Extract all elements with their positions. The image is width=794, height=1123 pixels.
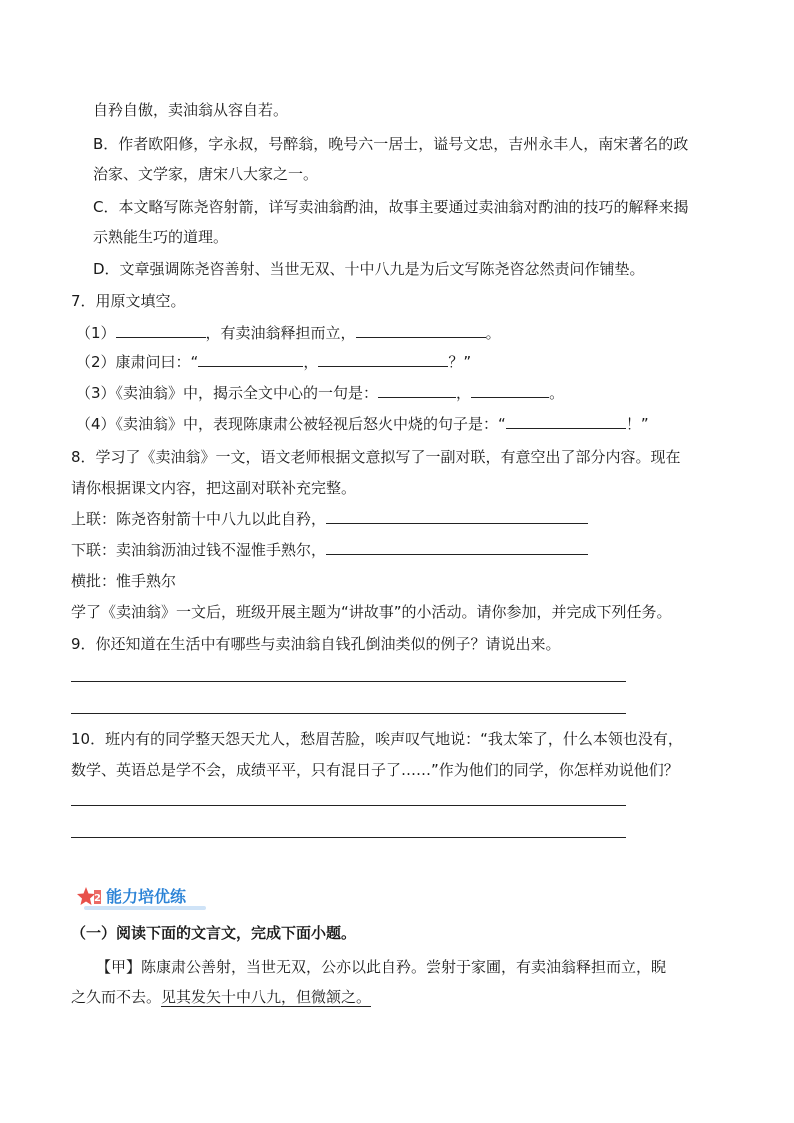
q8-line2: 请你根据课文内容，把这副对联补充完整。 — [71, 479, 357, 497]
q7-item-3-text: （3）《卖油翁》中，揭示全文中心的一句是： — [76, 384, 379, 402]
q6-option-a-continuation: 自矜自傲，卖油翁从容自若。 — [93, 101, 289, 119]
part1-heading: （一）阅读下面的文言文，完成下面小题。 — [71, 924, 357, 942]
q10-line2: 数学、英语总是学不会，成绩平平，只有混日子了……”作为他们的同学，你怎样劝说他们？ — [71, 761, 679, 779]
q7-item-1-blank-b[interactable] — [356, 322, 486, 338]
activity-intro: 学了《卖油翁》一文后，班级开展主题为“讲故事”的小活动。请你参加，并完成下列任务。 — [71, 603, 672, 621]
q7-item-1-number: （1） — [76, 324, 116, 342]
q7-item-2 — [76, 351, 471, 373]
q7-item-1-end: 。 — [485, 324, 501, 342]
q7-item-1-text: ，有卖油翁释担而立， — [205, 324, 356, 342]
jia-label: 【甲】 — [96, 958, 142, 976]
q7-item-4 — [76, 413, 649, 435]
q7-item-2-text: （2）康肃问曰：“ — [76, 353, 199, 371]
q10-answer-line-2[interactable] — [71, 837, 626, 838]
q7-item-4-end: ！” — [625, 415, 649, 433]
jia-line1 — [96, 956, 666, 978]
q8-line1: 8．学习了《卖油翁》一文，语文老师根据文意拟写了一副对联，有意空出了部分内容。现在 — [71, 448, 681, 466]
section-title: 能力培优练 — [106, 887, 187, 906]
star-icon — [76, 886, 102, 908]
q7-item-4-blank[interactable] — [506, 413, 626, 429]
jia-line2 — [71, 986, 371, 1008]
jia-text-line1: 陈康肃公善射，当世无双，公亦以此自矜。尝射于家圃，有卖油翁释担而立，睨 — [141, 958, 667, 976]
couplet-lower-blank[interactable] — [326, 539, 588, 555]
q7-item-1-blank-a[interactable] — [116, 322, 206, 338]
svg-text:2: 2 — [94, 893, 101, 904]
couplet-lower — [71, 539, 588, 561]
q6-option-b-line2: 治家、文学家，唐宋八大家之一。 — [93, 165, 319, 183]
q6-option-b-line1: B．作者欧阳修，字永叔，号醉翁，晚号六一居士，谥号文忠，吉州永丰人，南宋著名的政 — [93, 135, 689, 153]
jia-text-line2a: 之久而不去。 — [71, 988, 162, 1006]
q7-item-3 — [76, 382, 564, 404]
q6-option-c-line1: C．本文略写陈尧咨射箭，详写卖油翁酌油，故事主要通过卖油翁对酌油的技巧的解释来揭 — [93, 198, 689, 216]
q7-item-3-comma: ， — [456, 384, 472, 402]
q7-title: 7．用原文填空。 — [71, 292, 186, 310]
q7-item-1 — [76, 322, 501, 344]
q7-item-3-end: 。 — [549, 384, 565, 402]
q9-answer-line-1[interactable] — [71, 681, 626, 682]
couplet-upper-text: 上联：陈尧咨射箭十中八九以此自矜， — [71, 510, 327, 528]
q6-option-d: D．文章强调陈尧咨善射、当世无双、十中八九是为后文写陈尧咨忿然责问作铺垫。 — [93, 260, 645, 278]
q7-item-3-blank-a[interactable] — [378, 382, 456, 398]
q7-item-2-end: ？” — [448, 353, 472, 371]
couplet-horizontal: 横批：惟手熟尔 — [71, 572, 177, 590]
couplet-upper — [71, 508, 588, 530]
q10-line1: 10．班内有的同学整天怨天尤人，愁眉苦脸，唉声叹气地说：“我太笨了，什么本领也没有， — [71, 730, 683, 748]
q9-answer-line-2[interactable] — [71, 713, 626, 714]
q10-answer-line-1[interactable] — [71, 805, 626, 806]
couplet-lower-text: 下联：卖油翁沥油过钱不湿惟手熟尔， — [71, 541, 327, 559]
q9-text: 9．你还知道在生活中有哪些与卖油翁自钱孔倒油类似的例子？请说出来。 — [71, 635, 561, 653]
jia-underlined-sentence: 见其发矢十中八九，但微颔之。 — [161, 988, 372, 1006]
couplet-upper-blank[interactable] — [326, 508, 588, 524]
q7-item-2-comma: ， — [303, 353, 319, 371]
q7-item-2-blank-b[interactable] — [318, 351, 448, 367]
q7-item-3-blank-b[interactable] — [471, 382, 549, 398]
q6-option-c-line2: 示熟能生巧的道理。 — [93, 228, 229, 246]
q7-item-2-blank-a[interactable] — [198, 351, 303, 367]
q7-item-4-text: （4）《卖油翁》中，表现陈康肃公被轻视后怒火中烧的句子是：“ — [76, 415, 506, 433]
